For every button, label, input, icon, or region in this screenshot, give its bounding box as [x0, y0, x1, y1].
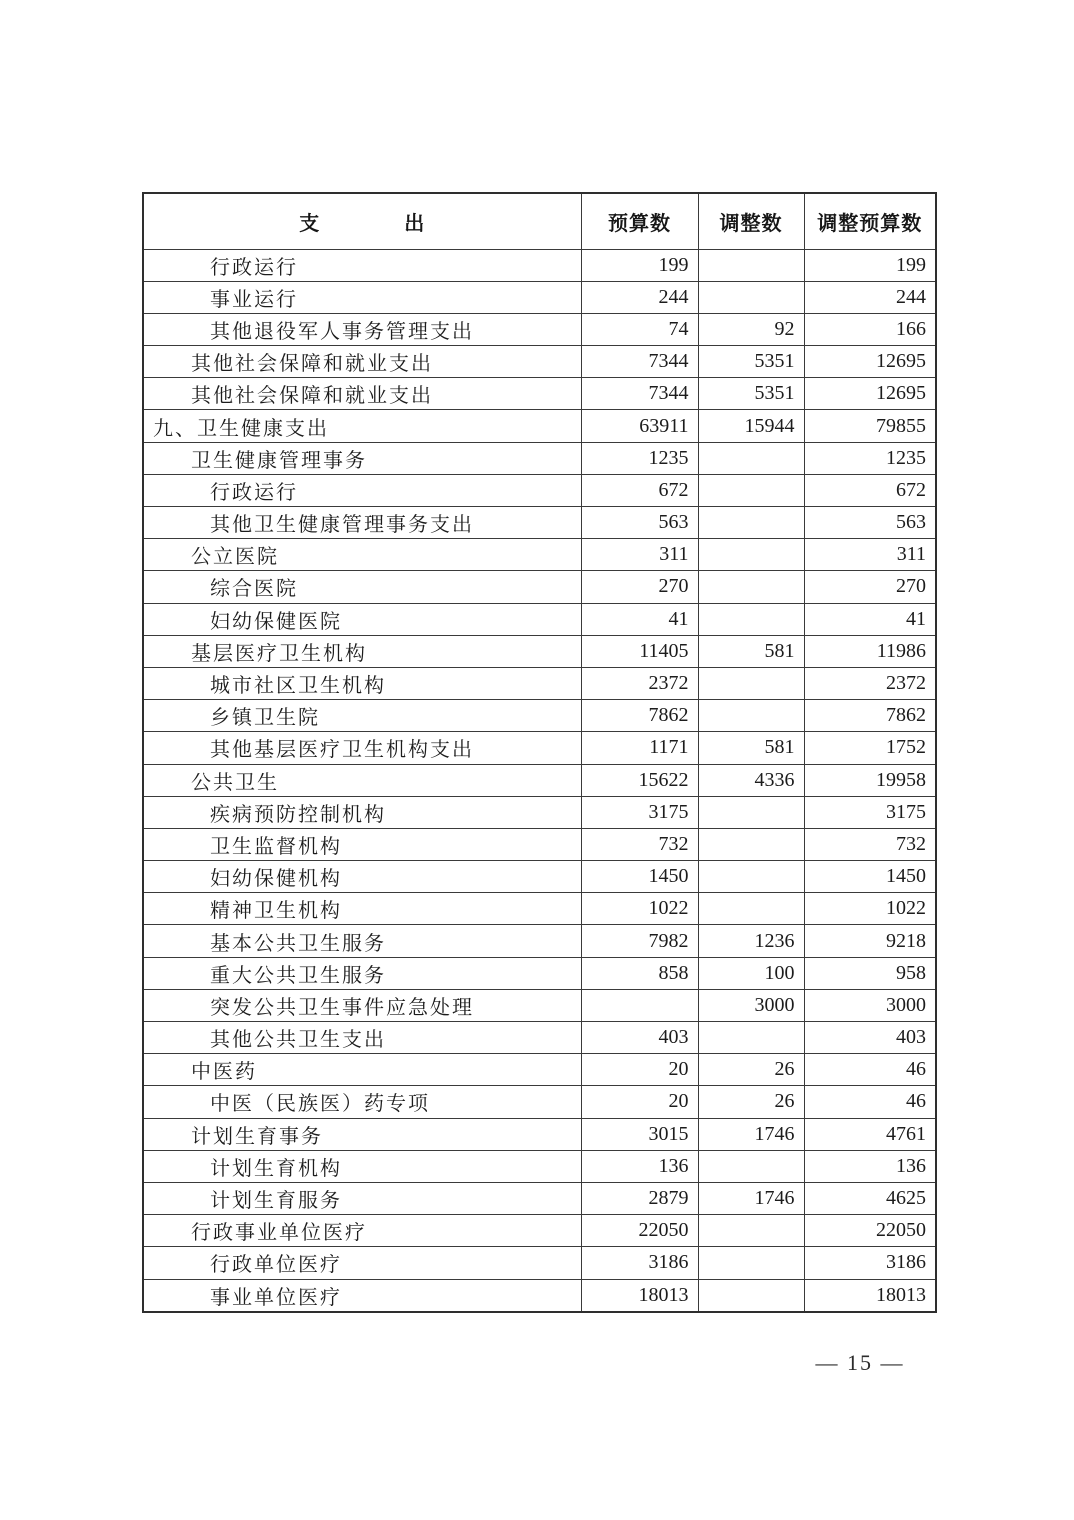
- expenditure-item-label: 基层医疗卫生机构: [143, 635, 581, 667]
- budget-value: 199: [581, 249, 698, 281]
- table-row: [143, 828, 936, 860]
- adjusted-budget-value: 3000: [804, 989, 936, 1021]
- budget-value: 672: [581, 474, 698, 506]
- adjustment-value: 581: [698, 635, 804, 667]
- expenditure-item-label: 精神卫生机构: [143, 893, 581, 925]
- budget-adjustment-table: [142, 192, 937, 1313]
- table-row: [143, 539, 936, 571]
- expenditure-item-label: 九、卫生健康支出: [143, 410, 581, 442]
- col-header-adjustment: 调整数: [698, 193, 804, 249]
- expenditure-item-label: 突发公共卫生事件应急处理: [143, 989, 581, 1021]
- adjusted-budget-value: 19958: [804, 764, 936, 796]
- budget-value: 7982: [581, 925, 698, 957]
- budget-value: 3175: [581, 796, 698, 828]
- table-row: [143, 732, 936, 764]
- table-row: [143, 346, 936, 378]
- expenditure-item-label: 卫生健康管理事务: [143, 442, 581, 474]
- table-row: [143, 410, 936, 442]
- budget-value: 1022: [581, 893, 698, 925]
- expenditure-item-label: 计划生育机构: [143, 1150, 581, 1182]
- table-row: [143, 603, 936, 635]
- adjusted-budget-value: 958: [804, 957, 936, 989]
- adjusted-budget-value: 1022: [804, 893, 936, 925]
- table-row: [143, 635, 936, 667]
- table-row: [143, 957, 936, 989]
- adjusted-budget-value: 2372: [804, 667, 936, 699]
- adjustment-value: [698, 442, 804, 474]
- table-body: [143, 249, 936, 1312]
- expenditure-item-label: 行政运行: [143, 474, 581, 506]
- table-row: [143, 925, 936, 957]
- budget-value: 2879: [581, 1182, 698, 1214]
- adjustment-value: 15944: [698, 410, 804, 442]
- adjusted-budget-value: 1450: [804, 861, 936, 893]
- adjustment-value: [698, 539, 804, 571]
- table-row: [143, 893, 936, 925]
- adjustment-value: 581: [698, 732, 804, 764]
- table-row: [143, 474, 936, 506]
- table-row: [143, 1022, 936, 1054]
- table-row: [143, 989, 936, 1021]
- budget-value: 1235: [581, 442, 698, 474]
- budget-value: 7344: [581, 346, 698, 378]
- budget-value: 403: [581, 1022, 698, 1054]
- budget-value: 74: [581, 313, 698, 345]
- expenditure-item-label: 重大公共卫生服务: [143, 957, 581, 989]
- expenditure-item-label: 行政运行: [143, 249, 581, 281]
- expenditure-item-label: 卫生监督机构: [143, 828, 581, 860]
- expenditure-item-label: 事业单位医疗: [143, 1279, 581, 1312]
- budget-value: 563: [581, 507, 698, 539]
- adjustment-value: 100: [698, 957, 804, 989]
- expenditure-item-label: 城市社区卫生机构: [143, 667, 581, 699]
- expenditure-item-label: 其他社会保障和就业支出: [143, 378, 581, 410]
- adjustment-value: 5351: [698, 346, 804, 378]
- adjustment-value: [698, 603, 804, 635]
- budget-value: 7344: [581, 378, 698, 410]
- adjusted-budget-value: 7862: [804, 700, 936, 732]
- adjustment-value: [698, 1022, 804, 1054]
- header-row: [143, 193, 936, 249]
- expenditure-item-label: 其他基层医疗卫生机构支出: [143, 732, 581, 764]
- adjustment-value: [698, 667, 804, 699]
- expenditure-item-label: 公立医院: [143, 539, 581, 571]
- expenditure-item-label: 行政事业单位医疗: [143, 1215, 581, 1247]
- adjusted-budget-value: 563: [804, 507, 936, 539]
- table-row: [143, 249, 936, 281]
- table-row: [143, 378, 936, 410]
- adjusted-budget-value: 4761: [804, 1118, 936, 1150]
- budget-value: 22050: [581, 1215, 698, 1247]
- adjustment-value: [698, 474, 804, 506]
- table-row: [143, 442, 936, 474]
- budget-value: 732: [581, 828, 698, 860]
- budget-value: 3015: [581, 1118, 698, 1150]
- page-number: — 15 —: [815, 1350, 905, 1375]
- adjusted-budget-value: 311: [804, 539, 936, 571]
- adjusted-budget-value: 1752: [804, 732, 936, 764]
- expenditure-item-label: 其他公共卫生支出: [143, 1022, 581, 1054]
- expenditure-item-label: 妇幼保健医院: [143, 603, 581, 635]
- budget-value: 858: [581, 957, 698, 989]
- table-row: [143, 1054, 936, 1086]
- table-row: [143, 764, 936, 796]
- adjusted-budget-value: 46: [804, 1086, 936, 1118]
- table-row: [143, 281, 936, 313]
- adjusted-budget-value: 18013: [804, 1279, 936, 1312]
- table-row: [143, 796, 936, 828]
- expenditure-item-label: 中医药: [143, 1054, 581, 1086]
- budget-value: 2372: [581, 667, 698, 699]
- budget-value: 270: [581, 571, 698, 603]
- adjusted-budget-value: 136: [804, 1150, 936, 1182]
- budget-value: 1450: [581, 861, 698, 893]
- expenditure-item-label: 中医（民族医）药专项: [143, 1086, 581, 1118]
- expenditure-item-label: 妇幼保健机构: [143, 861, 581, 893]
- adjustment-value: [698, 861, 804, 893]
- adjustment-value: [698, 828, 804, 860]
- adjustment-value: [698, 893, 804, 925]
- adjustment-value: [698, 700, 804, 732]
- adjustment-value: [698, 507, 804, 539]
- adjusted-budget-value: 3186: [804, 1247, 936, 1279]
- budget-value: 3186: [581, 1247, 698, 1279]
- table-row: [143, 1150, 936, 1182]
- adjusted-budget-value: 1235: [804, 442, 936, 474]
- expenditure-item-label: 事业运行: [143, 281, 581, 313]
- adjusted-budget-value: 732: [804, 828, 936, 860]
- adjustment-value: 26: [698, 1054, 804, 1086]
- adjustment-value: [698, 249, 804, 281]
- budget-value: 20: [581, 1086, 698, 1118]
- table-row: [143, 1086, 936, 1118]
- adjusted-budget-value: 12695: [804, 346, 936, 378]
- adjustment-value: 4336: [698, 764, 804, 796]
- expenditure-item-label: 其他退役军人事务管理支出: [143, 313, 581, 345]
- adjusted-budget-value: 4625: [804, 1182, 936, 1214]
- table-row: [143, 571, 936, 603]
- table-row: [143, 1182, 936, 1214]
- adjusted-budget-value: 79855: [804, 410, 936, 442]
- budget-value: 136: [581, 1150, 698, 1182]
- adjusted-budget-value: 403: [804, 1022, 936, 1054]
- expenditure-item-label: 公共卫生: [143, 764, 581, 796]
- budget-value: 18013: [581, 1279, 698, 1312]
- adjusted-budget-value: 9218: [804, 925, 936, 957]
- budget-value: 244: [581, 281, 698, 313]
- adjusted-budget-value: 11986: [804, 635, 936, 667]
- col-header-expenditure: 支 出: [143, 193, 581, 249]
- expenditure-item-label: 综合医院: [143, 571, 581, 603]
- adjustment-value: [698, 1150, 804, 1182]
- adjustment-value: [698, 1279, 804, 1312]
- adjustment-value: 5351: [698, 378, 804, 410]
- table-header: [143, 193, 936, 249]
- expenditure-item-label: 疾病预防控制机构: [143, 796, 581, 828]
- adjusted-budget-value: 22050: [804, 1215, 936, 1247]
- table-row: [143, 313, 936, 345]
- adjustment-value: 3000: [698, 989, 804, 1021]
- budget-value: 11405: [581, 635, 698, 667]
- table-row: [143, 861, 936, 893]
- adjustment-value: [698, 281, 804, 313]
- budget-value: 7862: [581, 700, 698, 732]
- adjustment-value: [698, 796, 804, 828]
- adjustment-value: 26: [698, 1086, 804, 1118]
- adjusted-budget-value: 672: [804, 474, 936, 506]
- col-header-adjusted-budget: 调整预算数: [804, 193, 936, 249]
- table-row: [143, 507, 936, 539]
- adjustment-value: [698, 571, 804, 603]
- budget-value: 63911: [581, 410, 698, 442]
- adjusted-budget-value: 3175: [804, 796, 936, 828]
- adjustment-value: 92: [698, 313, 804, 345]
- expenditure-item-label: 其他社会保障和就业支出: [143, 346, 581, 378]
- adjustment-value: 1746: [698, 1182, 804, 1214]
- table-row: [143, 1247, 936, 1279]
- table-row: [143, 700, 936, 732]
- budget-value: 1171: [581, 732, 698, 764]
- table-row: [143, 667, 936, 699]
- table-row: [143, 1215, 936, 1247]
- adjusted-budget-value: 270: [804, 571, 936, 603]
- budget-value: 20: [581, 1054, 698, 1086]
- budget-value: 41: [581, 603, 698, 635]
- col-header-budget: 预算数: [581, 193, 698, 249]
- adjusted-budget-value: 12695: [804, 378, 936, 410]
- budget-value: 15622: [581, 764, 698, 796]
- expenditure-item-label: 乡镇卫生院: [143, 700, 581, 732]
- table-row: [143, 1118, 936, 1150]
- budget-value: 311: [581, 539, 698, 571]
- budget-value: [581, 989, 698, 1021]
- expenditure-item-label: 其他卫生健康管理事务支出: [143, 507, 581, 539]
- adjustment-value: 1746: [698, 1118, 804, 1150]
- expenditure-item-label: 行政单位医疗: [143, 1247, 581, 1279]
- expenditure-item-label: 基本公共卫生服务: [143, 925, 581, 957]
- adjusted-budget-value: 41: [804, 603, 936, 635]
- table-row: [143, 1279, 936, 1312]
- adjusted-budget-value: 244: [804, 281, 936, 313]
- adjusted-budget-value: 46: [804, 1054, 936, 1086]
- adjustment-value: [698, 1247, 804, 1279]
- expenditure-item-label: 计划生育服务: [143, 1182, 581, 1214]
- adjusted-budget-value: 166: [804, 313, 936, 345]
- adjusted-budget-value: 199: [804, 249, 936, 281]
- adjustment-value: [698, 1215, 804, 1247]
- expenditure-item-label: 计划生育事务: [143, 1118, 581, 1150]
- adjustment-value: 1236: [698, 925, 804, 957]
